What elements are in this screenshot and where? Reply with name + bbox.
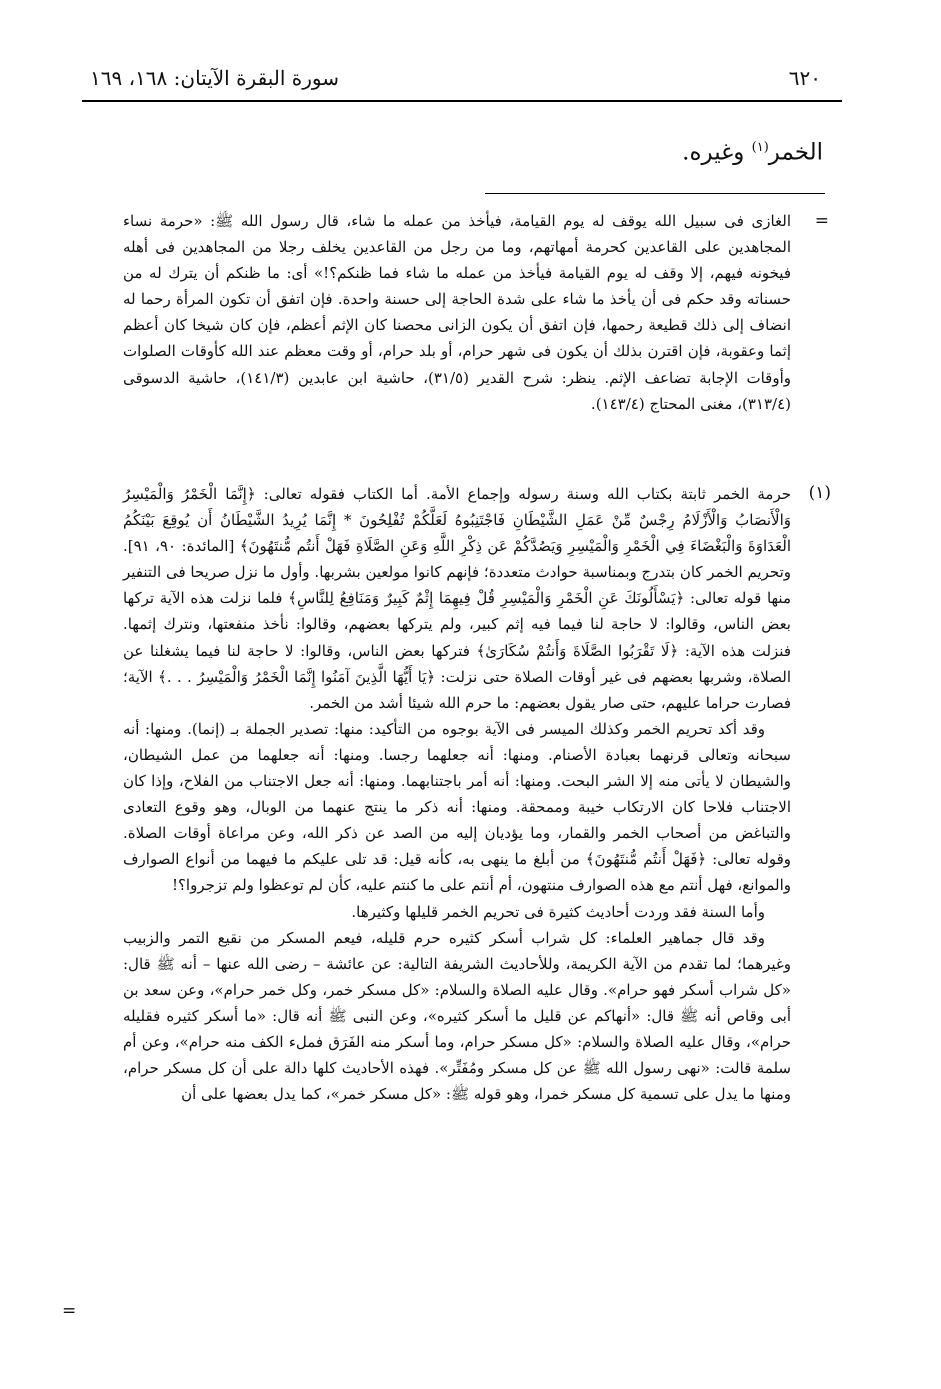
running-header-title: سورة البقرة الآيتان: ١٦٨، ١٦٩ — [90, 66, 339, 90]
footnote-continuation-text: الغازى فى سبيل الله يوقف له يوم القيامة، فيأخذ من عمله ما شاء، قال رسول الله ﷺ: «حرمة نساء المجاهدين على القاعدين كحرمة أمهاتهم، وما من رجل من القاعدين يخلف رجلا من المجاهدين فى أهله فيخونه فيهم، إلا وقف له يوم القيامة فيأخذ من عمله ما شاء فما ظنكم؟!» أى: ما ظنكم أن يترك له من حسناته وقد حكم فى أن يأخذ ما شاء على شدة الحاجة إلى حسنة واحدة. فإن اتفق أن تكون المرأة رحما له انضاف إلى ذلك قطيعة رحمها، فإن اتفق أن يكون الزانى محصنا كان الإثم أعظم، فإن كان شيخا كان أعظم إثما وعقوبة، فإن اقترن بذلك أن يكون فى شهر حرام، أو بلد حرام، أو وقت معظم عند الله كأوقات الصلوات وأوقات الإجابة تضاعف الإثم. ينظر: شرح القدير (٣١/٥)، حاشية ابن عابدين (١٤١/٣)، حاشية الدسوقى (٣١٣/٤)، مغنى المحتاج (١٤٣/٤). — [123, 212, 791, 413]
footnote-1-marker: (١) — [808, 483, 831, 503]
header-divider — [82, 100, 842, 102]
footnote-paragraph: وأما السنة فقد وردت أحاديث كثيرة فى تحريم الخمر قليلها وكثيرها. — [351, 902, 765, 921]
footnote-1 — [123, 481, 791, 1107]
page-continues-marker: = — [62, 1301, 77, 1321]
continuation-marker: = — [814, 211, 829, 231]
footnote-continuation — [123, 208, 791, 417]
main-text-start: الخمر — [768, 139, 823, 166]
footnote-reference: (١) — [751, 140, 769, 155]
footnote-paragraph: وقد قال جماهير العلماء: كل شراب أسكر كثيره حرم قليله، فيعم المسكر من نقيع التمر والزبيب وغيرهما؛ لما تقدم من الآية الكريمة، وللأحاديث الشريفة التالية: عن عائشة – رضى الله عنها – أنه ﷺ قال: «كل شراب أسكر فهو حرام». وقال عليه الصلاة والسلام: «كل مسكر خمر، وكل خمر حرام»، وعن سعد بن أبى وقاص أنه ﷺ قال: «أنهاكم عن قليل ما أسكر كثيره»، وعن النبى ﷺ أنه قال: «ما أسكر كثيره فقليله حرام»، وقال عليه الصلاة والسلام: «كل مسكر حرام، وما أسكر منه الفَرَق فملء الكف منه حرام»، وعن أم سلمة قالت: «نهى رسول الله ﷺ عن كل مسكر ومُفَتِّر». فهذه الأحاديث كلها دالة على أن كل مسكر حرام، ومنها ما يدل على تسمية كل مسكر خمرا، وهو قوله ﷺ: «كل مسكر خمر»، كما يدل بعضها على أن — [123, 928, 791, 1104]
main-text-line — [682, 131, 823, 170]
footnote-paragraph: وقد أكد تحريم الخمر وكذلك الميسر فى الآية بوجوه من التأكيد: منها: تصدير الجملة بـ (إنما). ومنها: أنه سبحانه وتعالى قرنهما بعبادة الأصنام. ومنها: أنه جعلهما رجسا. ومنها: أنه جعلهما من عمل الشيطان، والشيطان لا يأتى منه إلا الشر البحت. ومنها: أنه أمر باجتنابهما. ومنها: أنه جعل الاجتناب من الفلاح، وإذا كان الاجتناب فلاحا كان الارتكاب خيبة وممحقة. ومنها: أنه ذكر ما ينتج عنهما من الوبال، وهو وقوع التعادى والتباغض من أصحاب الخمر والقمار، وما يؤديان إليه من الصد عن ذكر الله، وعن مراعاة أوقات الصلاة. وقوله تعالى: ﴿فَهَلْ أَنتُم مُّنتَهُونَ﴾ من أبلغ ما ينهى به، كأنه قيل: قد تلى عليكم ما فيهما من أنواع الصوارف والموانع، فهل أنتم مع هذه الصوارف منتهون، أم أنتم على ما كنتم عليه، كأن لم توعظوا ولم تزجروا؟! — [123, 719, 791, 895]
main-text-end: وغيره. — [682, 139, 752, 166]
footnote-paragraph: حرمة الخمر ثابتة بكتاب الله وسنة رسوله وإجماع الأمة. أما الكتاب فقوله تعالى: ﴿إِنَّمَا الْخَمْرُ وَالْمَيْسِرُ وَالْأَنصَابُ وَالْأَزْلَامُ رِجْسٌ مِّنْ عَمَلِ الشَّيْطَانِ فَاجْتَنِبُوهُ لَعَلَّكُمْ تُفْلِحُونَ * إِنَّمَا يُرِيدُ الشَّيْطَانُ أَن يُوقِعَ بَيْنَكُمُ الْعَدَاوَةَ وَالْبَغْضَاءَ فِي الْخَمْرِ وَالْمَيْسِرِ وَيَصُدَّكُمْ عَن ذِكْرِ اللَّهِ وَعَنِ الصَّلَاةِ فَهَلْ أَنتُم مُّنتَهُونَ﴾ [المائدة: ٩٠، ٩١]. وتحريم الخمر كان بتدرج وبمناسبة حوادث متعددة؛ فإنهم كانوا مولعين بشربها. وأول ما نزل صريحا فى التنفير منها قوله تعالى: ﴿يَسْأَلُونَكَ عَنِ الْخَمْرِ وَالْمَيْسِرِ قُلْ فِيهِمَا إِثْمٌ كَبِيرٌ وَمَنَافِعُ لِلنَّاسِ﴾ فلما نزلت هذه الآية تركها بعض الناس، وقالوا: لا حاجة لنا فيما فيه إثم كبير، ولم يتركها بعضهم، وقالوا: نأخذ منفعتها، ونترك إثمها. فنزلت هذه الآية: ﴿لَا تَقْرَبُوا الصَّلَاةَ وَأَنتُمْ سُكَارَىٰ﴾ فتركها بعض الناس، وقالوا: لا حاجة لنا فيما يشغلنا عن الصلاة، وشربها بعضهم فى غير أوقات الصلاة حتى نزلت: ﴿يَا أَيُّهَا الَّذِينَ آمَنُوا إِنَّمَا الْخَمْرُ وَالْمَيْسِرُ . . .﴾ الآية؛ فصارت حراما عليهم، حتى صار يقول بعضهم: ما حرم الله شيئا أشد من الخمر. — [123, 485, 792, 712]
page-number: ٦٢٠ — [788, 66, 821, 90]
footnote-separator — [485, 193, 825, 194]
